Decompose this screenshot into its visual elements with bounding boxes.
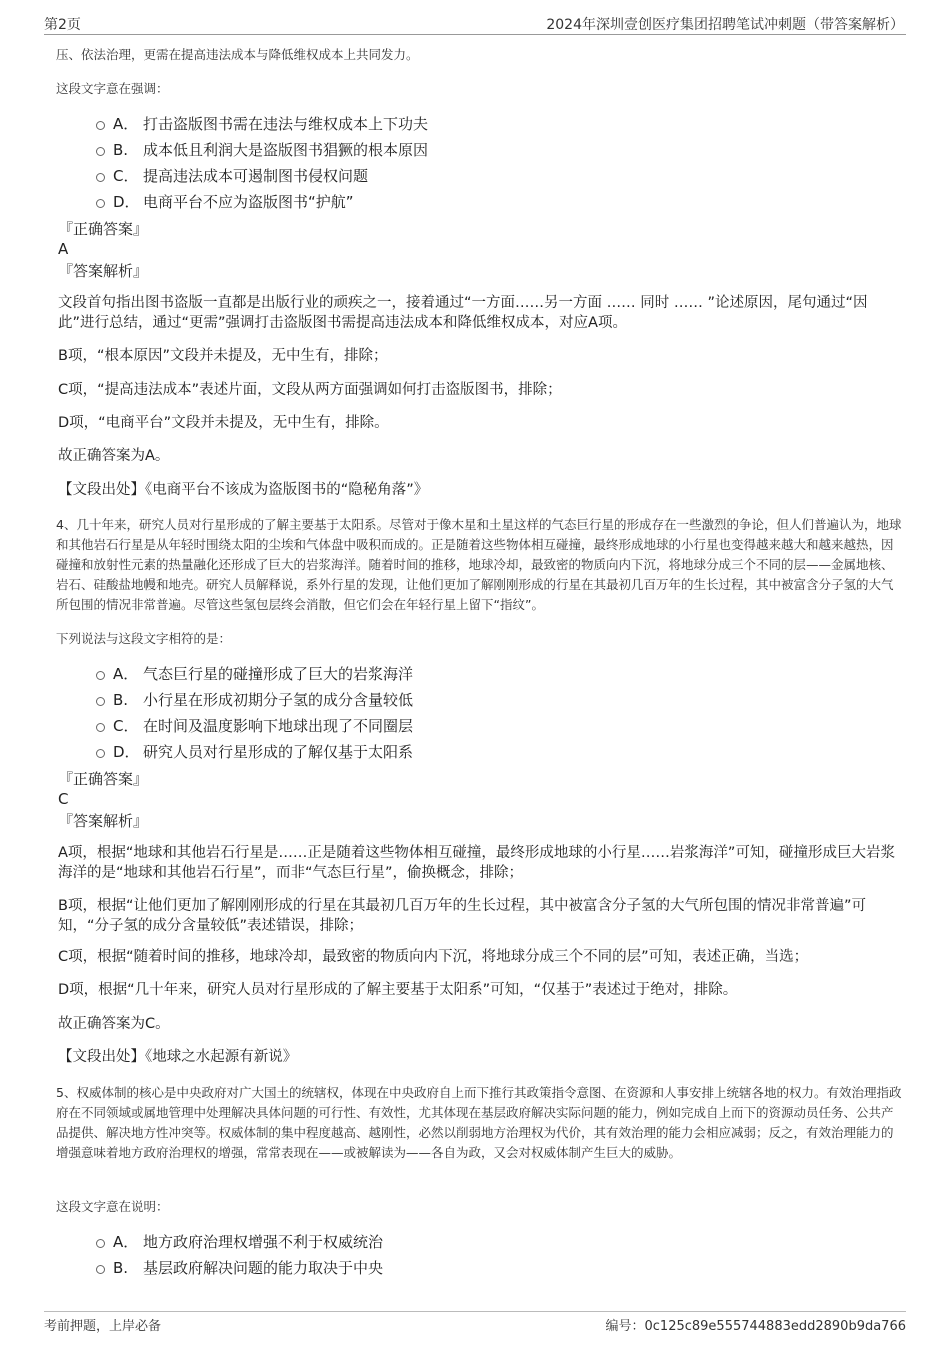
q5-passage: 5、权威体制的核心是中央政府对广大国土的统辖权，体现在中央政府自上而下推行其政策指令意图、在资源和人事安排上统辖各地的权力。有效治理指政府在不同领域或属地管理中处理解决具体问题的可行性、有效性，尤其体现在基层政府解决实际问题的能力，例如完成自上而下的资源动员任务、公共产品提供、解决地方性冲突等。权威体制的集中程度越高、越刚性，必然以削弱地方治理权为代价，其有效治理的能力会相应减弱；反之，有效治理能力的增强意味着地方政府治理权的增强，常常表现在——或被解读为——各自为政，又会对权威体制产生巨大的威胁。 — [56, 1085, 902, 1160]
q5-option-b[interactable]: B. 基层政府解决问题的能力取决于中央 — [96, 1258, 383, 1278]
q3-answer-label: 『正确答案』 — [58, 220, 149, 238]
q3-option-d[interactable]: D． 电商平台不应为盗版图书“护航” — [96, 192, 354, 212]
footer-code — [605, 1315, 906, 1334]
q4-analysis-label: 『答案解析』 — [58, 812, 149, 830]
header-divider — [44, 34, 906, 35]
q3-passage-tail: 压、依法治理，更需在提高违法成本与降低维权成本上共同发力。 — [56, 47, 419, 62]
radio-icon[interactable] — [96, 173, 105, 182]
q4-analysis-b: B项，根据“让他们更加了解刚刚形成的行星在其最初几百万年的生长过程，其中被富含分子氢的大气所包围的情况非常普遍”可知，“分子氢的成分含量较低”表述错误，排除； — [58, 898, 866, 934]
q3-option-c[interactable]: C． 提高违法成本可遏制图书侵权问题 — [96, 166, 368, 186]
radio-icon[interactable] — [96, 147, 105, 156]
footer-code-value: 0c125c89e555744883edd2890b9da766 — [644, 1319, 906, 1334]
q4-prompt: 下列说法与这段文字相符的是： — [56, 631, 232, 646]
footer-code-label: 编号： — [605, 1319, 645, 1334]
footer-divider — [44, 1311, 906, 1312]
q3-analysis-b: B项，“根本原因”文段并未提及，无中生有，排除； — [58, 348, 388, 364]
q5-option-a[interactable]: A． 地方政府治理权增强不利于权威统治 — [96, 1232, 383, 1252]
q5-prompt: 这段文字意在说明： — [56, 1199, 169, 1214]
q4-source: 【文段出处】《地球之水起源有新说》 — [58, 1049, 298, 1065]
page-number: 第2页 — [44, 17, 81, 33]
q4-analysis-d: D项，根据“几十年来，研究人员对行星形成的了解主要基于太阳系”可知，“仅基于”表述过于绝对，排除。 — [58, 982, 738, 998]
q3-option-a[interactable]: A． 打击盗版图书需在违法与维权成本上下功夫 — [96, 114, 428, 134]
radio-icon[interactable] — [96, 671, 105, 680]
radio-icon[interactable] — [96, 1239, 105, 1248]
q3-answer: A — [58, 240, 69, 258]
q4-option-a[interactable]: A． 气态巨行星的碰撞形成了巨大的岩浆海洋 — [96, 664, 413, 684]
radio-icon[interactable] — [96, 723, 105, 732]
q4-passage: 4、几十年来，研究人员对行星形成的了解主要基于太阳系。尽管对于像木星和土星这样的气态巨行星的形成存在一些激烈的争论，但人们普遍认为，地球和其他岩石行星是从年轻时围绕太阳的尘埃和气体盘中吸积而成的。正是随着这些物体相互碰撞，最终形成地球的小行星也变得越来越大和越来越热，因碰撞和放射性元素的热量融化还形成了巨大的岩浆海洋。随着时间的推移，地球冷却，最致密的物质向内下沉，将地球分成三个不同的层——金属地核、岩石、硅酸盐地幔和地壳。研究人员解释说，系外行星的发现，让他们更加了解刚刚形成的行星在其最初几百万年的生长过程，其中被富含分子氢的大气所包围的情况非常普遍。尽管这些氢包层终会消散，但它们会在年轻行星上留下“指纹”。 — [56, 517, 902, 612]
q4-conclusion: 故正确答案为C。 — [58, 1016, 170, 1032]
document-title: 2024年深圳壹创医疗集团招聘笔试冲刺题（带答案解析） — [546, 17, 904, 33]
q3-analysis-para: 文段首句指出图书盗版一直都是出版行业的顽疾之一，接着通过“一方面……另一方面 …… 同时 …… ”论述原因，尾句通过“因此”进行总结，通过“更需”强调打击盗版图书需提高违法成本和降低维权成本，对应A项。 — [58, 295, 868, 331]
q4-option-d[interactable]: D． 研究人员对行星形成的了解仅基于太阳系 — [96, 742, 413, 762]
q3-option-b[interactable]: B. 成本低且利润大是盗版图书猖獗的根本原因 — [96, 140, 428, 160]
radio-icon[interactable] — [96, 121, 105, 130]
q3-source: 【文段出处】《电商平台不该成为盗版图书的“隐秘角落”》 — [58, 482, 429, 498]
q3-analysis-d: D项，“电商平台”文段并未提及，无中生有，排除。 — [58, 415, 389, 431]
q3-conclusion: 故正确答案为A。 — [58, 448, 170, 464]
q4-answer: C — [58, 790, 69, 808]
q4-analysis-c: C项，根据“随着时间的推移，地球冷却，最致密的物质向内下沉，将地球分成三个不同的层”可知，表述正确，当选； — [58, 949, 809, 965]
q3-analysis-label: 『答案解析』 — [58, 262, 149, 280]
radio-icon[interactable] — [96, 1265, 105, 1274]
q4-option-c[interactable]: C． 在时间及温度影响下地球出现了不同圈层 — [96, 716, 413, 736]
radio-icon[interactable] — [96, 199, 105, 208]
q3-prompt: 这段文字意在强调： — [56, 81, 169, 96]
radio-icon[interactable] — [96, 697, 105, 706]
radio-icon[interactable] — [96, 749, 105, 758]
q4-option-b[interactable]: B. 小行星在形成初期分子氢的成分含量较低 — [96, 690, 413, 710]
q4-analysis-a: A项，根据“地球和其他岩石行星是……正是随着这些物体相互碰撞，最终形成地球的小行星……岩浆海洋”可知，碰撞形成巨大岩浆海洋的是“地球和其他岩石行星”，而非“气态巨行星”，偷换概念，排除； — [58, 845, 895, 881]
q4-answer-label: 『正确答案』 — [58, 770, 149, 788]
q3-analysis-c: C项，“提高违法成本”表述片面，文段从两方面强调如何打击盗版图书，排除； — [58, 382, 562, 398]
footer-slogan: 考前押题，上岸必备 — [44, 1319, 162, 1334]
